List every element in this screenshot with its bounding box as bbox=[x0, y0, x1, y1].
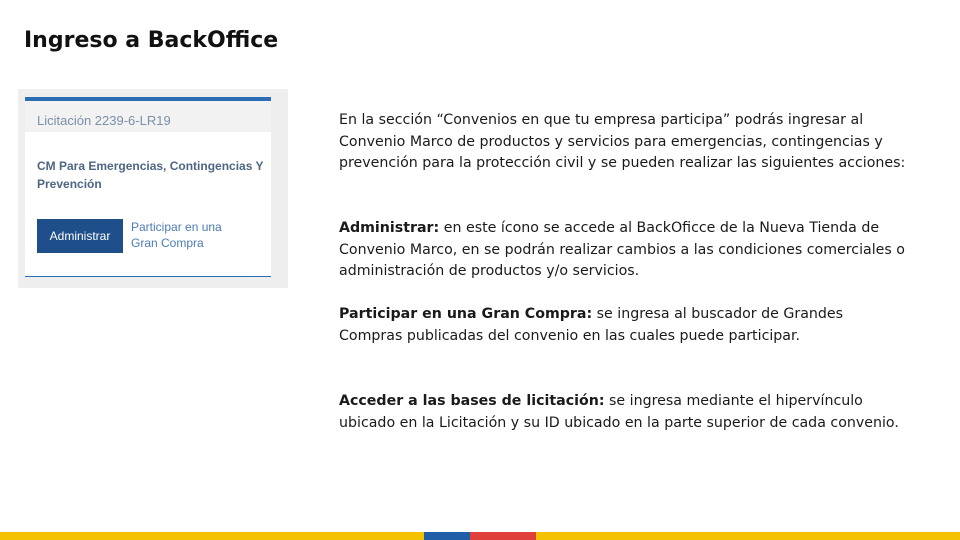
convenio-heading: CM Para Emergencias, Contingencias Y Prevención bbox=[37, 159, 264, 191]
acceder-term: Acceder a las bases de licitación: bbox=[339, 393, 605, 409]
administrar-term: Administrar: bbox=[339, 220, 440, 236]
administrar-description: en este ícono se accede al BackOficce de la Nueva Tienda de Convenio Marco, en se podrán realizar cambios a las condiciones comerciales o administración de productos y/o servicios. bbox=[339, 220, 905, 279]
intro-paragraph: En la sección “Convenios en que tu empresa participa” podrás ingresar al Convenio Marco de productos y servicios para emergencias, contingencias y prevención para la protección civil y se pueden realizar las siguientes acciones: bbox=[339, 112, 906, 171]
convenio-card bbox=[25, 97, 271, 277]
participar-term: Participar en una Gran Compra: bbox=[339, 306, 593, 322]
footer-color-strip bbox=[0, 532, 960, 540]
page-title: Ingreso a BackOffice bbox=[24, 28, 279, 53]
participar-gran-compra-link[interactable]: Participar en una Gran Compra bbox=[131, 220, 222, 250]
licitacion-id-link[interactable]: Licitación 2239-6-LR19 bbox=[37, 113, 171, 128]
administrar-paragraph bbox=[339, 218, 909, 283]
acceder-paragraph bbox=[339, 391, 909, 434]
participar-paragraph bbox=[339, 304, 909, 347]
footer-strip-blue bbox=[424, 532, 470, 540]
acceder-description: se ingresa mediante el hipervínculo ubicado en la Licitación y su ID ubicado en la parte superior de cada convenio. bbox=[339, 393, 899, 431]
convenio-card-screenshot bbox=[18, 89, 288, 288]
footer-strip-yellow-right bbox=[536, 532, 960, 540]
footer-strip-red bbox=[470, 532, 536, 540]
participar-description: se ingresa al buscador de Grandes Compras publicadas del convenio en las cuales puede participar. bbox=[339, 306, 844, 344]
footer-strip-yellow bbox=[0, 532, 424, 540]
licitacion-id-row bbox=[25, 101, 271, 132]
administrar-button[interactable]: Administrar bbox=[37, 219, 123, 253]
